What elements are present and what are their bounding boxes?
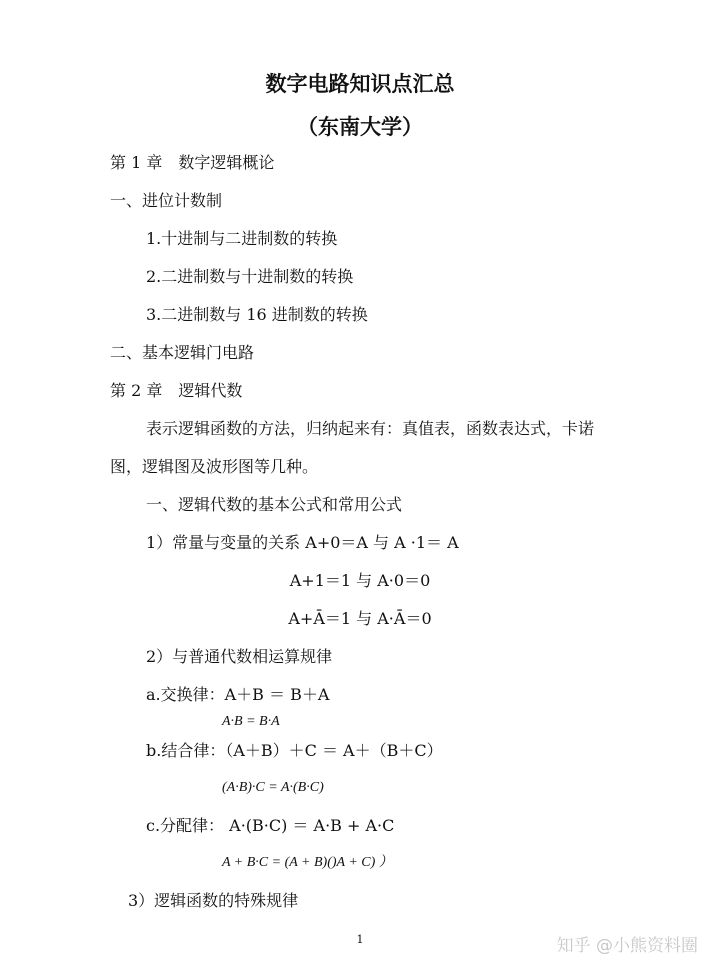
law-line: a.交换律：A＋B ＝ B＋A bbox=[146, 685, 330, 704]
formula-line: A·B = B·A bbox=[222, 714, 280, 729]
rule-line: 2）与普通代数相运算规律 bbox=[146, 647, 333, 666]
formula-line: (A·B)·C = A·(B·C) bbox=[222, 780, 324, 795]
doc-title: 数字电路知识点汇总 bbox=[265, 71, 455, 96]
section-heading: 一、逻辑代数的基本公式和常用公式 bbox=[146, 495, 403, 514]
page-number: 1 bbox=[356, 933, 364, 946]
list-item: 1.十进制与二进制数的转换 bbox=[146, 229, 338, 248]
formula-line: A + B·C = (A + B)()A + C) ） bbox=[222, 855, 393, 870]
list-item: 3.二进制数与 16 进制数的转换 bbox=[146, 305, 368, 324]
doc-subtitle: （东南大学） bbox=[297, 114, 423, 139]
chapter-1-heading: 第 1 章 数字逻辑概论 bbox=[110, 153, 275, 172]
section-heading: 二、基本逻辑门电路 bbox=[110, 343, 255, 362]
law-line: c.分配律： A·(B·C) ＝ A·B + A·C bbox=[146, 816, 395, 835]
watermark: 知乎 @小熊资料圈 bbox=[556, 936, 698, 956]
paragraph-line: 图，逻辑图及波形图等几种。 bbox=[110, 457, 319, 476]
list-item: 2.二进制数与十进制数的转换 bbox=[146, 267, 354, 286]
formula-line: A+1＝1 与 A·0＝0 bbox=[289, 571, 431, 590]
rule-line: 1）常量与变量的关系 A+0＝A 与 A ·1＝ A bbox=[146, 533, 459, 552]
section-heading: 一、进位计数制 bbox=[110, 191, 223, 210]
formula-line: A+Ā＝1 与 A·Ā＝0 bbox=[288, 609, 432, 628]
paragraph-line: 表示逻辑函数的方法，归纳起来有：真值表，函数表达式，卡诺 bbox=[146, 419, 595, 438]
chapter-2-heading: 第 2 章 逻辑代数 bbox=[110, 381, 243, 400]
rule-line: 3）逻辑函数的特殊规律 bbox=[128, 891, 299, 910]
law-line: b.结合律：（A＋B）＋C ＝ A＋（B＋C） bbox=[146, 741, 443, 760]
